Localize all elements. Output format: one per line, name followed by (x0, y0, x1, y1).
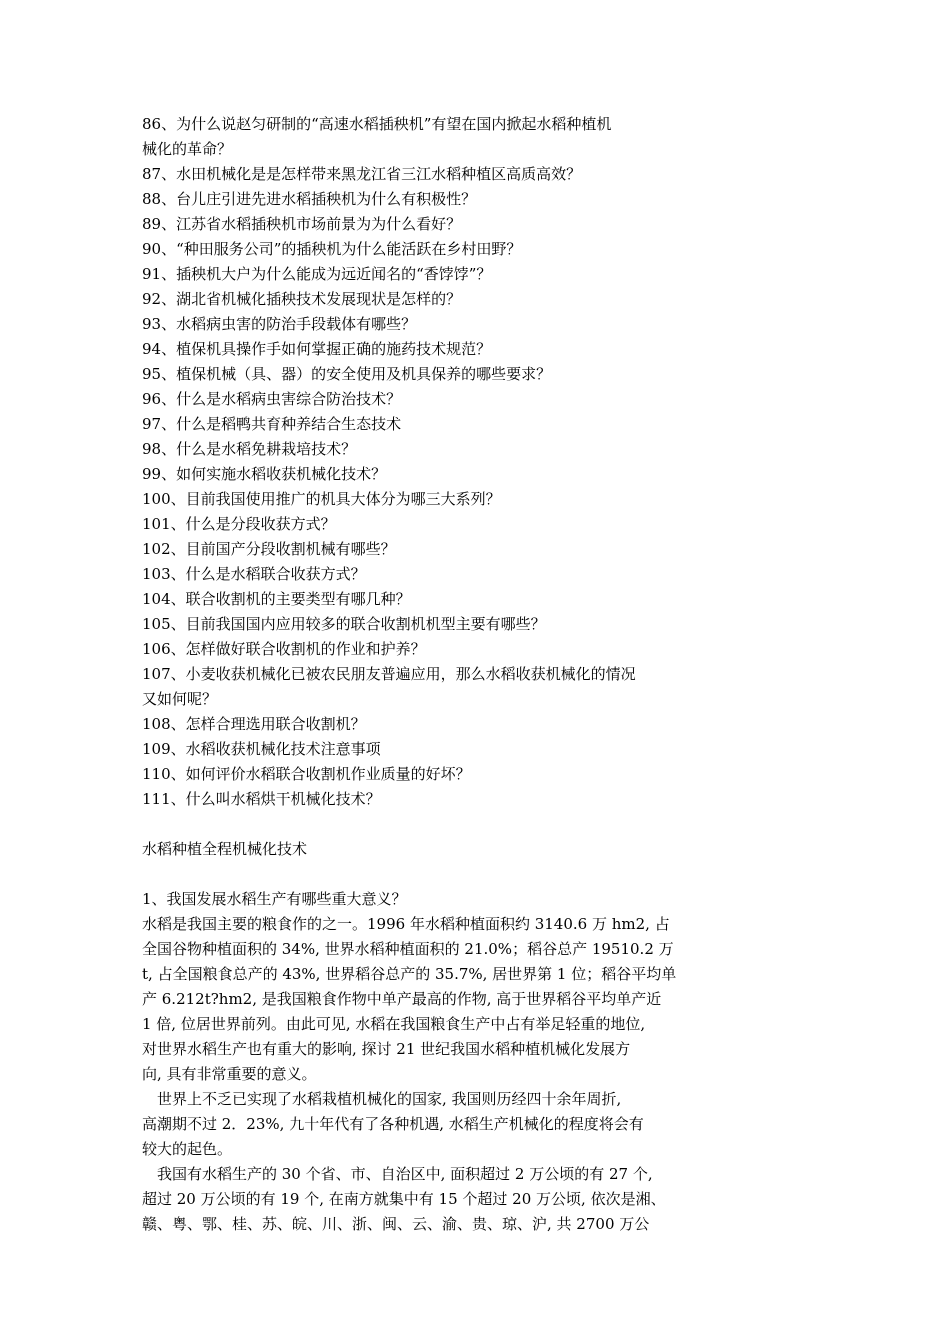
question-line: 92、湖北省机械化插秧技术发展现状是怎样的？ (142, 290, 462, 308)
question-line: 械化的革命？ (142, 140, 233, 158)
question-line: 88、台儿庄引进先进水稻插秧机为什么有积极性？ (142, 190, 477, 208)
body-line: 1 倍, 位居世界前列。由此可见, 水稻在我国粮食生产中占有举足轻重的地位, (142, 1015, 646, 1033)
question-line: 86、为什么说赵匀研制的“高速水稻插秧机”有望在国内掀起水稻种植机 (142, 115, 612, 133)
question-line: 111、什么叫水稻烘干机械化技术？ (142, 790, 381, 808)
body-line: 世界上不乏已实现了水稻栽植机械化的国家, 我国则历经四十余年周折, (142, 1090, 622, 1108)
section-title: 水稻种植全程机械化技术 (142, 840, 308, 858)
question-line: 103、什么是水稻联合收获方式？ (142, 565, 366, 583)
question-line: 89、江苏省水稻插秧机市场前景为为什么看好？ (142, 215, 462, 233)
section-body (142, 887, 712, 1237)
body-line: t, 占全国粮食总产的 43%, 世界稻谷总产的 35.7%, 居世界第 1 位；稻谷平均单 (142, 965, 677, 983)
question-line: 104、联合收割机的主要类型有哪几种？ (142, 590, 411, 608)
body-line: 高潮期不过 2．23%, 九十年代有了各种机遇, 水稻生产机械化的程度将会有 (142, 1115, 644, 1133)
question-line: 101、什么是分段收获方式？ (142, 515, 336, 533)
spacer (142, 812, 712, 837)
question-line: 106、怎样做好联合收割机的作业和护养？ (142, 640, 426, 658)
body-line: 全国谷物种植面积的 34%, 世界水稻种植面积的 21.0%；稻谷总产 19510.2 万 (142, 940, 674, 958)
question-line: 108、怎样合理选用联合收割机？ (142, 715, 366, 733)
body-line: 对世界水稻生产也有重大的影响, 探讨 21 世纪我国水稻种植机械化发展方 (142, 1040, 631, 1058)
body-line: 我国有水稻生产的 30 个省、市、自治区中, 面积超过 2 万公顷的有 27 个, (142, 1165, 653, 1183)
body-line: 赣、粤、鄂、桂、苏、皖、川、浙、闽、云、渝、贵、琼、沪, 共 2700 万公 (142, 1215, 650, 1233)
question-line: 96、什么是水稻病虫害综合防治技术？ (142, 390, 402, 408)
body-line: 超过 20 万公顷的有 19 个, 在南方就集中有 15 个超过 20 万公顷, 依次是湘、 (142, 1190, 666, 1208)
body-line: 较大的起色。 (142, 1140, 233, 1158)
spacer (142, 862, 712, 887)
question-line: 99、如何实施水稻收获机械化技术？ (142, 465, 387, 483)
question-line: 95、植保机械（具、器）的安全使用及机具保养的哪些要求？ (142, 365, 552, 383)
body-line: 水稻是我国主要的粮食作的之一。1996 年水稻种植面积约 3140.6 万 hm2, 占 (142, 915, 670, 933)
question-line: 107、小麦收获机械化已被农民朋友普遍应用，那么水稻收获机械化的情况 (142, 665, 636, 683)
body-line: 1、我国发展水稻生产有哪些重大意义？ (142, 890, 407, 908)
question-line: 102、目前国产分段收割机械有哪些？ (142, 540, 396, 558)
question-line: 87、水田机械化是是怎样带来黑龙江省三江水稻种植区高质高效？ (142, 165, 582, 183)
question-list (142, 112, 712, 812)
question-line: 90、“种田服务公司”的插秧机为什么能活跃在乡村田野？ (142, 240, 522, 258)
question-line: 94、植保机具操作手如何掌握正确的施药技术规范？ (142, 340, 492, 358)
question-line: 110、如何评价水稻联合收割机作业质量的好坏？ (142, 765, 471, 783)
question-line: 91、插秧机大户为什么能成为远近闻名的“香饽饽”？ (142, 265, 492, 283)
question-line: 93、水稻病虫害的防治手段载体有哪些？ (142, 315, 417, 333)
question-line: 98、什么是水稻免耕栽培技术？ (142, 440, 357, 458)
body-line: 向, 具有非常重要的意义。 (142, 1065, 317, 1083)
question-line: 100、目前我国使用推广的机具大体分为哪三大系列？ (142, 490, 501, 508)
document-content (142, 112, 712, 1237)
body-line: 产 6.212t?hm2, 是我国粮食作物中单产最高的作物, 高于世界稻谷平均单产近 (142, 990, 662, 1008)
question-line: 105、目前我国国内应用较多的联合收割机机型主要有哪些？ (142, 615, 546, 633)
question-line: 又如何呢？ (142, 690, 218, 708)
question-line: 97、什么是稻鸭共育种养结合生态技术 (142, 415, 402, 433)
question-line: 109、水稻收获机械化技术注意事项 (142, 740, 381, 758)
